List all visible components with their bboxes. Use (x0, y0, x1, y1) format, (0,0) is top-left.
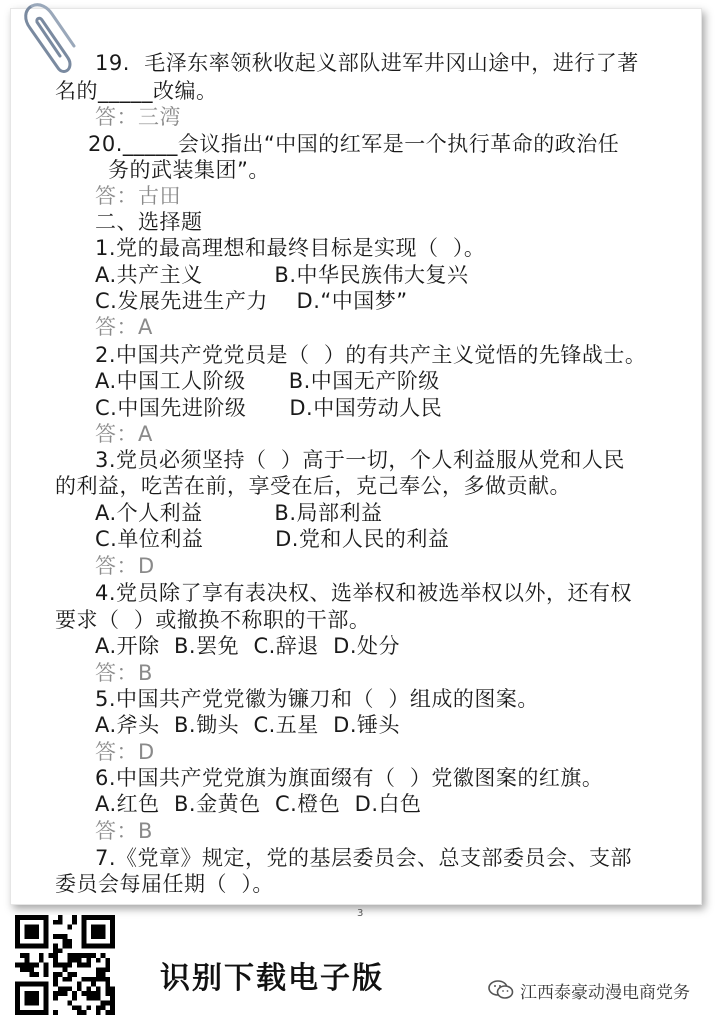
brand-watermark (488, 978, 690, 1002)
text-line: 6.中国共产党党旗为旗面缀有（ ）党徽图案的红旗。 (95, 766, 604, 790)
answer-line: 答：A (95, 315, 153, 339)
text-line: C.单位利益 D.党和人民的利益 (95, 527, 450, 551)
text-line: 务的武装集团”。 (108, 158, 270, 182)
answer-line: 答：三湾 (95, 105, 181, 129)
answer-line: 答：D (95, 554, 155, 578)
text-line: A.开除 B.罢免 C.辞退 D.处分 (95, 634, 400, 658)
text-line: 4.党员除了享有表决权、选举权和被选举权以外，还有权 (95, 581, 633, 605)
qr-code-icon[interactable] (12, 915, 118, 1015)
text-line: 7.《党章》规定，党的基层委员会、总支部委员会、支部 (95, 846, 633, 870)
text-line: 1.党的最高理想和最终目标是实现（ ）。 (95, 236, 486, 260)
paperclip-icon (18, 0, 78, 80)
answer-line: 答：B (95, 819, 153, 843)
text-line: 要求（ ）或撤换不称职的干部。 (55, 608, 371, 632)
answer-line: 答：B (95, 661, 153, 685)
text-line: C.发展先进生产力 D.“中国梦” (95, 289, 408, 313)
text-line: C.中国先进阶级 D.中国劳动人民 (95, 396, 443, 420)
text-line: 名的_____改编。 (55, 79, 218, 103)
text-line: 19. 毛泽东率领秋收起义部队进军井冈山途中，进行了著 (95, 51, 639, 75)
answer-line: 答：D (95, 740, 155, 764)
text-line: A.斧头 B.锄头 C.五星 D.锤头 (95, 713, 400, 737)
text-line: 5.中国共产党党徽为镰刀和（ ）组成的图案。 (95, 687, 539, 711)
page-number: 3 (357, 908, 364, 919)
text-line: 2.中国共产党党员是（ ）的有共产主义觉悟的先锋战士。 (95, 343, 647, 367)
text-line: A.红色 B.金黄色 C.橙色 D.白色 (95, 792, 422, 816)
text-line: 二、选择题 (95, 210, 203, 234)
text-line: 20._____会议指出“中国的红军是一个执行革命的政治任 (88, 132, 620, 156)
text-line: A.个人利益 B.局部利益 (95, 501, 383, 525)
brand-name: 江西泰豪动漫电商党务 (520, 982, 690, 1003)
answer-line: 答：古田 (95, 184, 181, 208)
text-line: 委员会每届任期（ ）。 (55, 872, 274, 896)
download-caption: 识别下载电子版 (160, 961, 384, 996)
text-line: 的利益，吃苦在前，享受在后，克己奉公，多做贡献。 (55, 474, 571, 498)
text-line: A.共产主义 B.中华民族伟大复兴 (95, 263, 469, 287)
text-line: 3.党员必须坚持（ ）高于一切，个人利益服从党和人民 (95, 448, 625, 472)
wechat-icon (488, 979, 514, 1001)
text-line: A.中国工人阶级 B.中国无产阶级 (95, 369, 440, 393)
answer-line: 答：A (95, 422, 153, 446)
